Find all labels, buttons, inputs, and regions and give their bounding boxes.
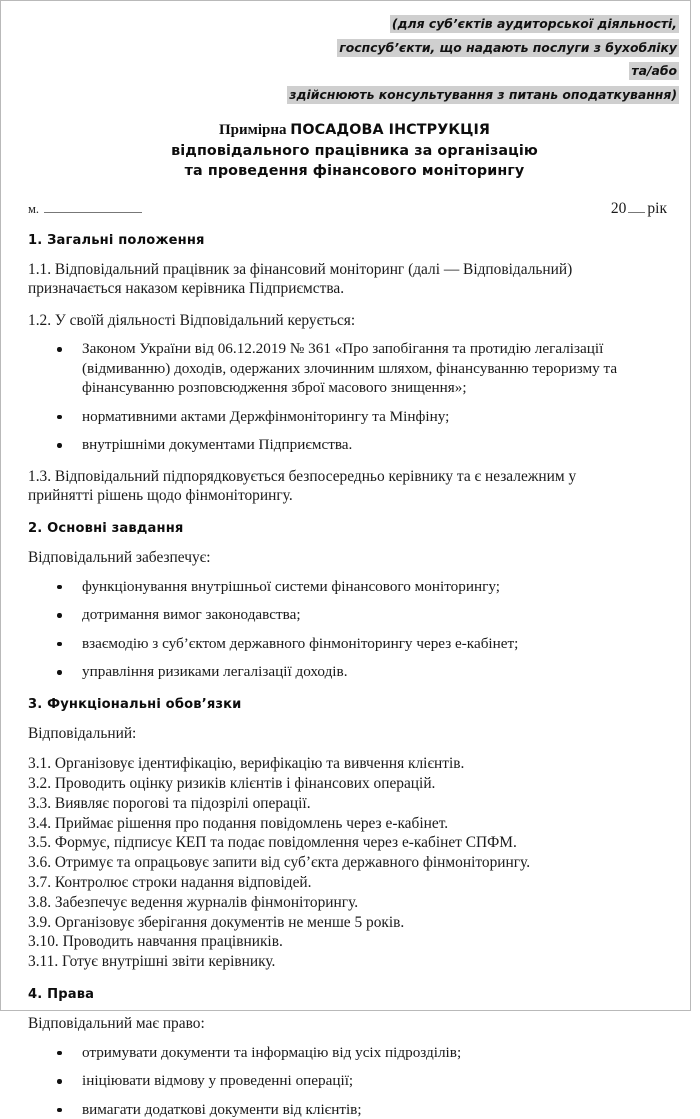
section-heading-3: 3. Функціональні обов’язки (28, 696, 242, 712)
city-label: м. (28, 201, 40, 216)
list-item: 3.3. Виявляє порогові та підозрілі операції. (28, 794, 311, 812)
page-content (1, 1, 690, 1119)
section-heading-2: 2. Основні завдання (28, 520, 184, 536)
paragraph-1-1: 1.1. Відповідальний працівник за фінансовий моніторинг (далі — Відповідальний) призначається наказом керівника Підприємства. (28, 260, 573, 298)
header-note-line-1 (28, 12, 679, 36)
section-heading-1: 1. Загальні положення (28, 232, 205, 248)
title-words-posadova-instrukciya: ПОСАДОВА ІНСТРУКЦІЯ (290, 122, 490, 138)
header-note-highlight-2: госпсуб’єкти, що надають послуги з бухобліку (339, 39, 677, 55)
section-heading-4: 4. Права (28, 986, 95, 1002)
bullet-list-section-2 (28, 577, 681, 682)
title-line-1 (28, 120, 681, 141)
section-3-intro: Відповідальний: (28, 724, 137, 742)
list-item: вимагати додаткові документи від клієнтів; (28, 1100, 681, 1119)
numbered-list-section-3 (28, 754, 681, 972)
title-word-prymirna: Примірна (219, 122, 291, 138)
title-line-2: відповідального працівника за організацію (171, 142, 538, 159)
year-suffix: рік (647, 199, 667, 217)
city-blank-line[interactable] (44, 203, 142, 213)
list-item: 3.8. Забезпечує ведення журналів фінмоніторингу. (28, 893, 359, 911)
list-item: 3.11. Готує внутрішні звіти керівнику. (28, 953, 276, 971)
list-item: управління ризиками легалізації доходів. (28, 662, 681, 682)
header-note-line-2 (28, 36, 679, 60)
list-item: 3.6. Отримує та опрацьовує запити від суб’єкта державного фінмоніторингу. (28, 854, 531, 872)
paragraph-1-2: 1.2. У своїй діяльності Відповідальний керується: (28, 311, 356, 329)
list-item: 3.1. Організовує ідентифікацію, верифікацію та вивчення клієнтів. (28, 755, 465, 773)
list-item: функціонування внутрішньої системи фінансового моніторингу; (28, 577, 681, 597)
list-item: 3.9. Організовує зберігання документів не менше 5 років. (28, 913, 405, 931)
paragraph-1-3: 1.3. Відповідальний підпорядковується безпосередньо керівнику та є незалежним у прийнятті рішень щодо фінмоніторингу. (28, 467, 577, 505)
section-2-intro: Відповідальний забезпечує: (28, 548, 211, 566)
title-line-3: та проведення фінансового моніторингу (184, 163, 525, 179)
city-field (28, 202, 142, 217)
header-note-highlight-3: та/або (631, 63, 677, 78)
header-note-line-3 (28, 59, 679, 83)
list-item: 3.2. Проводить оцінку ризиків клієнтів і фінансових операцій. (28, 774, 436, 792)
list-item: внутрішніми документами Підприємства. (28, 435, 681, 455)
header-note-highlight-1: (для суб’єктів аудиторської діяльності, (391, 16, 677, 31)
year-prefix: 20 (610, 199, 627, 217)
header-note (28, 12, 681, 106)
list-item: нормативними актами Держфінмоніторингу та Мінфіну; (28, 407, 681, 427)
list-item: взаємодію з суб’єктом державного фінмоніторингу через е-кабінет; (28, 634, 681, 654)
list-item: 3.7. Контролює строки надання відповідей. (28, 873, 312, 891)
year-blank-line[interactable] (628, 201, 645, 213)
list-item: дотримання вимог законодавства; (28, 605, 681, 625)
year-field (611, 200, 681, 218)
list-item: Законом України від 06.12.2019 № 361 «Про запобігання та протидію легалізації (відмиванню) доходів, одержаних злочинним шляхом, фінансуванню тероризму та фінансуванню розповсюдження зброї масового знищення»; (28, 339, 681, 398)
header-note-highlight-4: здійснюють консультування з питань оподаткування) (289, 86, 677, 102)
list-item: ініціювати відмову у проведенні операції; (28, 1071, 681, 1091)
bullet-list-section-4 (28, 1043, 681, 1119)
header-note-line-4 (28, 83, 679, 107)
city-year-row (28, 200, 681, 218)
section-4-intro: Відповідальний має право: (28, 1014, 205, 1032)
bullet-list-section-1 (28, 339, 681, 455)
list-item: отримувати документи та інформацію від усіх підрозділів; (28, 1043, 681, 1063)
list-item: 3.4. Приймає рішення про подання повідомлень через е-кабінет. (28, 814, 449, 832)
list-item: 3.10. Проводить навчання працівників. (28, 933, 283, 951)
list-item: 3.5. Формує, підписує КЕП та подає повідомлення через е-кабінет СПФМ. (28, 834, 517, 852)
page-title (28, 120, 681, 182)
